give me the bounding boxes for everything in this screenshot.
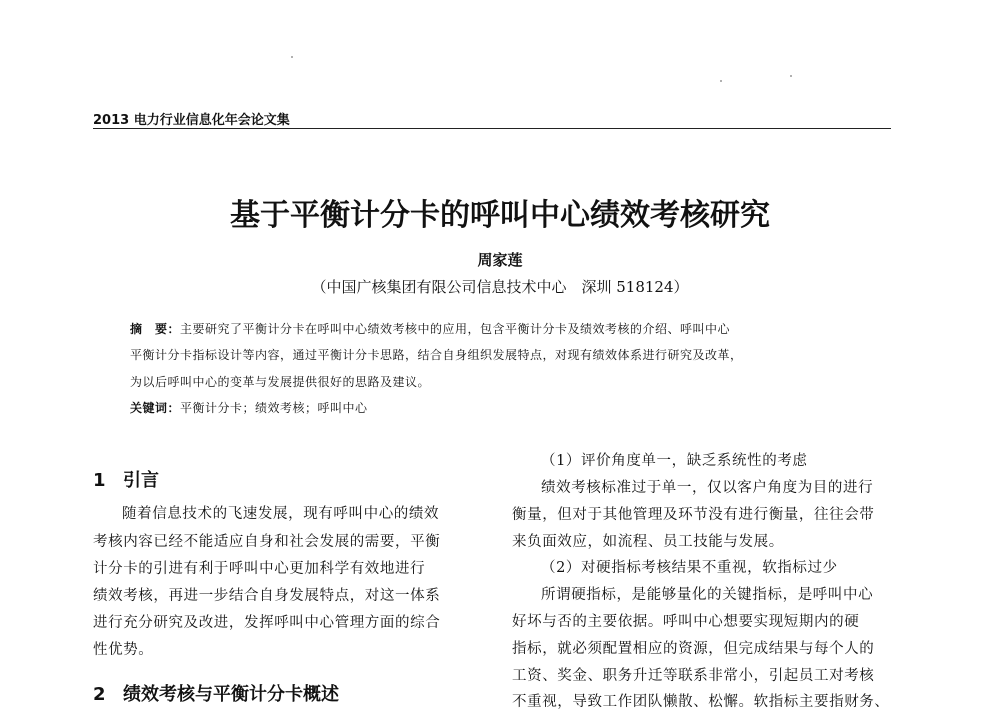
scan-speck	[720, 80, 722, 82]
abstract-text: 主要研究了平衡计分卡在呼叫中心绩效考核中的应用，包含平衡计分卡及绩效考核的介绍、呼叫中心	[180, 322, 731, 336]
keywords-text: 平衡计分卡；绩效考核；呼叫中心	[180, 401, 368, 415]
section-heading	[93, 466, 159, 492]
running-header: 2013 电力行业信息化年会论文集	[93, 113, 290, 128]
body-line: 衡量，但对于其他管理及环节没有进行衡量，往往会带	[512, 507, 875, 523]
section-number: 2	[93, 684, 106, 705]
body-line: 考核内容已经不能适应自身和社会发展的需要，平衡	[93, 534, 441, 550]
author-name: 周家莲	[477, 251, 523, 269]
body-line: 好坏与否的主要依据。呼叫中心想要实现短期内的硬	[512, 614, 860, 630]
subsection-heading: （2）对硬指标考核结果不重视，软指标过少	[541, 560, 838, 576]
keywords-line	[130, 399, 368, 416]
affiliation: （中国广核集团有限公司信息技术中心 深圳 518124）	[311, 278, 689, 296]
scan-speck	[790, 75, 792, 77]
keywords-label: 关键词：	[130, 401, 181, 415]
section-number: 1	[93, 470, 106, 491]
body-line: 进行充分研究及改进，发挥呼叫中心管理方面的综合	[93, 615, 441, 631]
body-line: 工资、奖金、职务升迁等联系非常小，引起员工对考核	[512, 668, 875, 684]
abstract-line	[130, 320, 730, 337]
header-rule	[93, 128, 891, 129]
body-line: 来负面效应，如流程、员工技能与发展。	[512, 534, 784, 550]
body-line: 计分卡的引进有利于呼叫中心更加科学有效地进行	[93, 561, 426, 577]
body-line: 性优势。	[93, 642, 154, 658]
body-line: 不重视，导致工作团队懒散、松懈。软指标主要指财务、	[512, 694, 890, 710]
paper-title: 基于平衡计分卡的呼叫中心绩效考核研究	[230, 198, 770, 233]
section-heading	[93, 680, 339, 706]
body-line: 指标，就必须配置相应的资源，但完成结果与每个人的	[512, 641, 875, 657]
abstract-line: 平衡计分卡指标设计等内容，通过平衡计分卡思路，结合自身组织发展特点，对现有绩效体系进行研究及改革，	[130, 348, 743, 362]
abstract-line: 为以后呼叫中心的变革与发展提供很好的思路及建议。	[130, 375, 431, 389]
section-title: 绩效考核与平衡计分卡概述	[123, 684, 339, 705]
scan-speck	[291, 56, 293, 58]
body-line: 绩效考核，再进一步结合自身发展特点，对这一体系	[93, 588, 441, 604]
body-line: 随着信息技术的飞速发展，现有呼叫中心的绩效	[122, 506, 440, 522]
body-line: 绩效考核标准过于单一，仅以客户角度为目的进行	[541, 480, 874, 496]
section-title: 引言	[123, 470, 159, 491]
abstract-label: 摘 要：	[130, 322, 181, 336]
body-line: 所谓硬指标，是能够量化的关键指标，是呼叫中心	[541, 587, 874, 603]
subsection-heading: （1）评价角度单一，缺乏系统性的考虑	[541, 453, 808, 469]
